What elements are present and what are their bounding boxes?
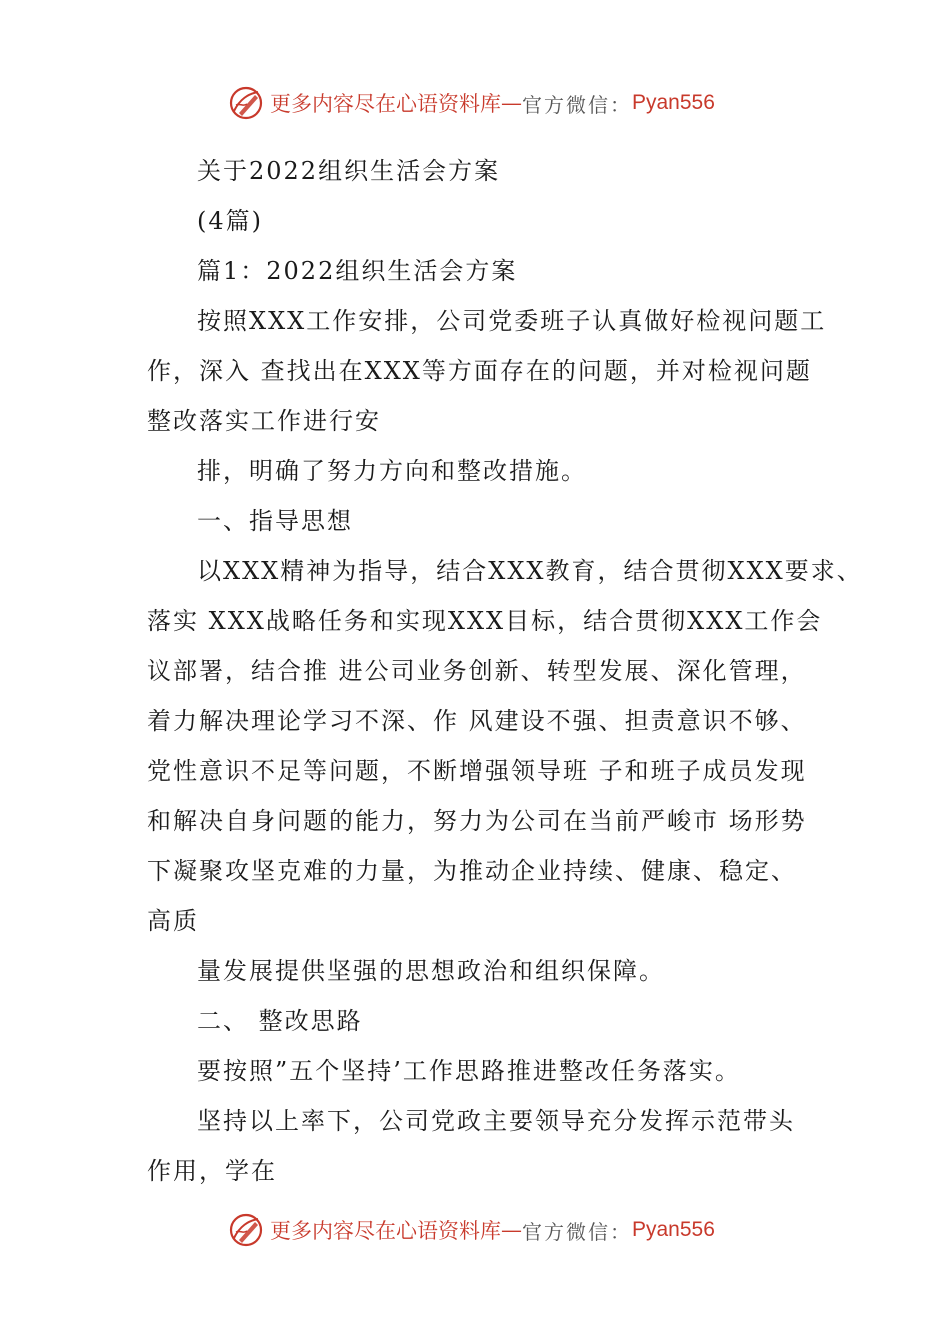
paragraph-line: 作用，学在 [147,1157,277,1185]
paragraph-line: 高质 [147,907,199,935]
document-count: (4篇) [197,207,263,235]
watermark-official-label: 官方微信： [522,1219,632,1244]
watermark-dash: — [501,1218,522,1242]
paragraph-line: 和解决自身问题的能力，努力为公司在当前严峻市 场形势 [147,807,807,835]
paragraph-line: 落实 XXX战略任务和实现XXX目标，结合贯彻XXX工作会 [147,607,823,635]
pen-logo-icon [228,1212,264,1248]
paragraph-line: 党性意识不足等问题，不断增强领导班 子和班子成员发现 [147,757,807,785]
paragraph-line: 按照XXX工作安排，公司党委班子认真做好检视问题工 [197,307,827,335]
watermark-site-text: 更多内容尽在心语资料库 [270,1219,501,1243]
watermark-wechat-id: Pyan556 [632,91,715,114]
paragraph-line: 下凝聚攻坚克难的力量，为推动企业持续、健康、稳定、 [147,857,797,885]
paragraph-line: 以XXX精神为指导，结合XXX教育，结合贯彻XXX要求、 [197,557,863,585]
paragraph-line: 议部署，结合推 进公司业务创新、转型发展、深化管理， [147,657,807,685]
subheading-rectification-approach: 二、 整改思路 [197,1007,363,1035]
pen-logo-icon [228,85,264,121]
paragraph-line: 量发展提供坚强的思想政治和组织保障。 [197,957,665,985]
watermark-wechat-id: Pyan556 [632,1218,715,1241]
document-title: 关于2022组织生活会方案 [197,157,501,185]
paragraph-line: 整改落实工作进行安 [147,407,381,435]
watermark-banner-top [228,83,715,123]
paragraph-line: 作，深入 查找出在XXX等方面存在的问题，并对检视问题 [147,357,812,385]
watermark-banner-bottom [228,1210,715,1250]
paragraph-line: 要按照”五个坚持’工作思路推进整改任务落实。 [197,1057,741,1085]
paragraph-line: 排，明确了努力方向和整改措施。 [197,457,587,485]
watermark-official-label: 官方微信： [522,92,632,117]
paragraph-line: 着力解决理论学习不深、作 风建设不强、担责意识不够、 [147,707,807,735]
subheading-guiding-ideology: 一、指导思想 [197,507,353,535]
section-heading: 篇1：2022组织生活会方案 [197,257,518,285]
paragraph-line: 坚持以上率下，公司党政主要领导充分发挥示范带头 [197,1107,795,1135]
watermark-dash: — [501,91,522,115]
watermark-site-text: 更多内容尽在心语资料库 [270,92,501,116]
